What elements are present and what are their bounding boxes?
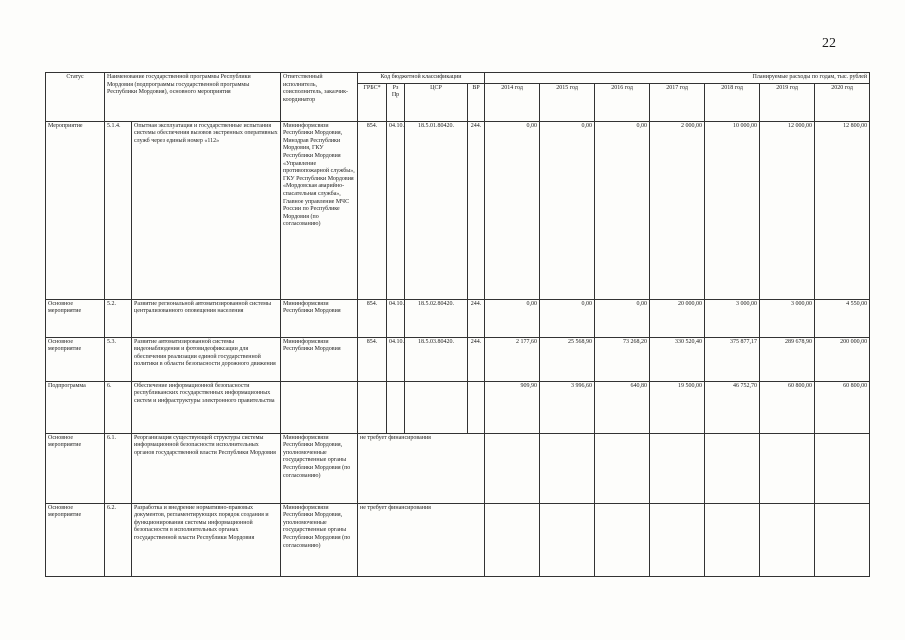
cell-value: 3 996,60	[540, 381, 595, 433]
cell-vr	[468, 381, 485, 433]
cell-value: 46 752,70	[705, 381, 760, 433]
cell-value	[705, 433, 760, 503]
cell-value	[595, 503, 650, 576]
cell-value: 330 520,40	[650, 337, 705, 381]
header-status: Статус	[46, 73, 105, 122]
cell-value: 25 568,90	[540, 337, 595, 381]
cell-name: Разработка и внедрение нормативно-правовых документов, регламентирующих порядок создания и функционирования системы информационной безопасности в исполнительных органах государственной власти Республики Мордовия	[132, 503, 281, 576]
header-csr: ЦСР	[405, 83, 468, 121]
header-rz-pr: Рз Пр	[387, 83, 405, 121]
cell-value: 12 000,00	[760, 121, 815, 299]
cell-num: 6.2.	[105, 503, 132, 576]
cell-num: 6.	[105, 381, 132, 433]
cell-value: 0,00	[540, 121, 595, 299]
cell-csr	[405, 381, 468, 433]
header-expenses: Планируемые расходы по годам, тыс. рублей	[485, 73, 870, 84]
page-number: 22	[822, 36, 836, 51]
cell-value	[650, 433, 705, 503]
cell-value	[705, 503, 760, 576]
cell-rz: 04.10.	[387, 121, 405, 299]
cell-value: 3 000,00	[705, 299, 760, 337]
header-year-2020: 2020 год	[815, 83, 870, 121]
cell-executor	[281, 381, 358, 433]
cell-value: 60 800,00	[815, 381, 870, 433]
cell-value	[485, 503, 540, 576]
cell-value: 909,90	[485, 381, 540, 433]
cell-executor: Мининформсвязи Республики Мордовия, уполномоченные государственные органы Республики Мордовия (по согласованию)	[281, 503, 358, 576]
cell-rz	[387, 381, 405, 433]
cell-vr: 244.	[468, 337, 485, 381]
cell-num: 5.1.4.	[105, 121, 132, 299]
header-vr: ВР	[468, 83, 485, 121]
cell-status: Основное мероприятие	[46, 503, 105, 576]
header-budget-code: Код бюджетной классификации	[358, 73, 485, 84]
cell-value	[540, 503, 595, 576]
cell-value	[760, 503, 815, 576]
cell-name: Развитие региональной автоматизированной системы централизованного оповещения населения	[132, 299, 281, 337]
cell-value: 0,00	[485, 121, 540, 299]
cell-value: 0,00	[540, 299, 595, 337]
cell-name: Реорганизация существующей структуры системы информационной безопасности исполнительных органов государственной власти Республики Мордовия	[132, 433, 281, 503]
cell-grbs: 854.	[358, 337, 387, 381]
cell-rz: 04.10.	[387, 299, 405, 337]
cell-value: 0,00	[595, 299, 650, 337]
cell-status: Основное мероприятие	[46, 299, 105, 337]
table-row	[46, 299, 870, 337]
header-program-name: Наименование государственной программы Республики Мордовия (подпрограммы государственной программы Республики Мордовия), основного мероприятия	[105, 73, 281, 122]
cell-name: Опытная эксплуатация и государственные испытания системы обеспечения вызовов экстренных оперативных служб через единый номер «112»	[132, 121, 281, 299]
cell-value: 289 678,90	[760, 337, 815, 381]
cell-value: 0,00	[595, 121, 650, 299]
budget-table	[45, 72, 870, 577]
header-grbs: ГРБС*	[358, 83, 387, 121]
cell-value: 2 000,00	[650, 121, 705, 299]
cell-value	[595, 433, 650, 503]
cell-value: 60 800,00	[760, 381, 815, 433]
cell-value	[760, 433, 815, 503]
cell-value: 20 000,00	[650, 299, 705, 337]
table-row	[46, 121, 870, 299]
cell-grbs	[358, 381, 387, 433]
cell-value	[815, 503, 870, 576]
cell-num: 6.1.	[105, 433, 132, 503]
header-year-2017: 2017 год	[650, 83, 705, 121]
cell-value: 200 000,00	[815, 337, 870, 381]
table-row	[46, 503, 870, 576]
header-year-2019: 2019 год	[760, 83, 815, 121]
cell-csr: 18.5.02.80420.	[405, 299, 468, 337]
cell-status: Подпрограмма	[46, 381, 105, 433]
cell-executor: Мининформсвязи Республики Мордовия, Минздрав Республики Мордовия, ГКУ Республики Мордовия «Управление противопожарной службы», ГКУ Республики Мордовия «Мордовская аварийно-спасательная служба», Главное управление МЧС России по Республике Мордовия (по согласованию)	[281, 121, 358, 299]
cell-value: 4 550,00	[815, 299, 870, 337]
cell-num: 5.2.	[105, 299, 132, 337]
header-executor: Ответственный исполнитель, соисполнитель, заказчик-координатор	[281, 73, 358, 122]
cell-status: Основное мероприятие	[46, 337, 105, 381]
cell-status: Основное мероприятие	[46, 433, 105, 503]
cell-no-funding-note: не требует финансирования	[358, 503, 485, 576]
cell-csr: 18.5.01.80420.	[405, 121, 468, 299]
cell-value: 19 500,00	[650, 381, 705, 433]
cell-value: 0,00	[485, 299, 540, 337]
cell-name: Развитие автоматизированной системы видеонаблюдения и фотовидеофиксации для обеспечения реализации единой государственной политики в области безопасности дорожного движения	[132, 337, 281, 381]
header-row-1	[46, 73, 870, 84]
cell-num: 5.3.	[105, 337, 132, 381]
cell-value: 12 800,00	[815, 121, 870, 299]
cell-value: 375 877,17	[705, 337, 760, 381]
cell-status: Мероприятие	[46, 121, 105, 299]
cell-value: 640,80	[595, 381, 650, 433]
cell-executor: Мининформсвязи Республики Мордовия	[281, 299, 358, 337]
header-year-2016: 2016 год	[595, 83, 650, 121]
cell-value	[815, 433, 870, 503]
cell-executor: Мининформсвязи Республики Мордовия, уполномоченные государственные органы Республики Мордовия (по согласованию)	[281, 433, 358, 503]
cell-value	[485, 433, 540, 503]
table-row	[46, 433, 870, 503]
cell-vr: 244.	[468, 121, 485, 299]
cell-vr: 244.	[468, 299, 485, 337]
header-year-2018: 2018 год	[705, 83, 760, 121]
cell-name: Обеспечение информационной безопасности республиканских государственных информационных систем и инфраструктуры электронного правительства	[132, 381, 281, 433]
table-row	[46, 337, 870, 381]
header-year-2015: 2015 год	[540, 83, 595, 121]
table-row	[46, 381, 870, 433]
cell-value: 73 268,20	[595, 337, 650, 381]
cell-rz: 04.10.	[387, 337, 405, 381]
cell-no-funding-note: не требует финансирования	[358, 433, 485, 503]
cell-value	[540, 433, 595, 503]
cell-csr: 18.5.03.80420.	[405, 337, 468, 381]
header-year-2014: 2014 год	[485, 83, 540, 121]
cell-value: 10 000,00	[705, 121, 760, 299]
cell-executor: Мининформсвязи Республики Мордовия	[281, 337, 358, 381]
cell-value: 2 177,60	[485, 337, 540, 381]
cell-grbs: 854.	[358, 121, 387, 299]
cell-grbs: 854.	[358, 299, 387, 337]
cell-value: 3 000,00	[760, 299, 815, 337]
cell-value	[650, 503, 705, 576]
